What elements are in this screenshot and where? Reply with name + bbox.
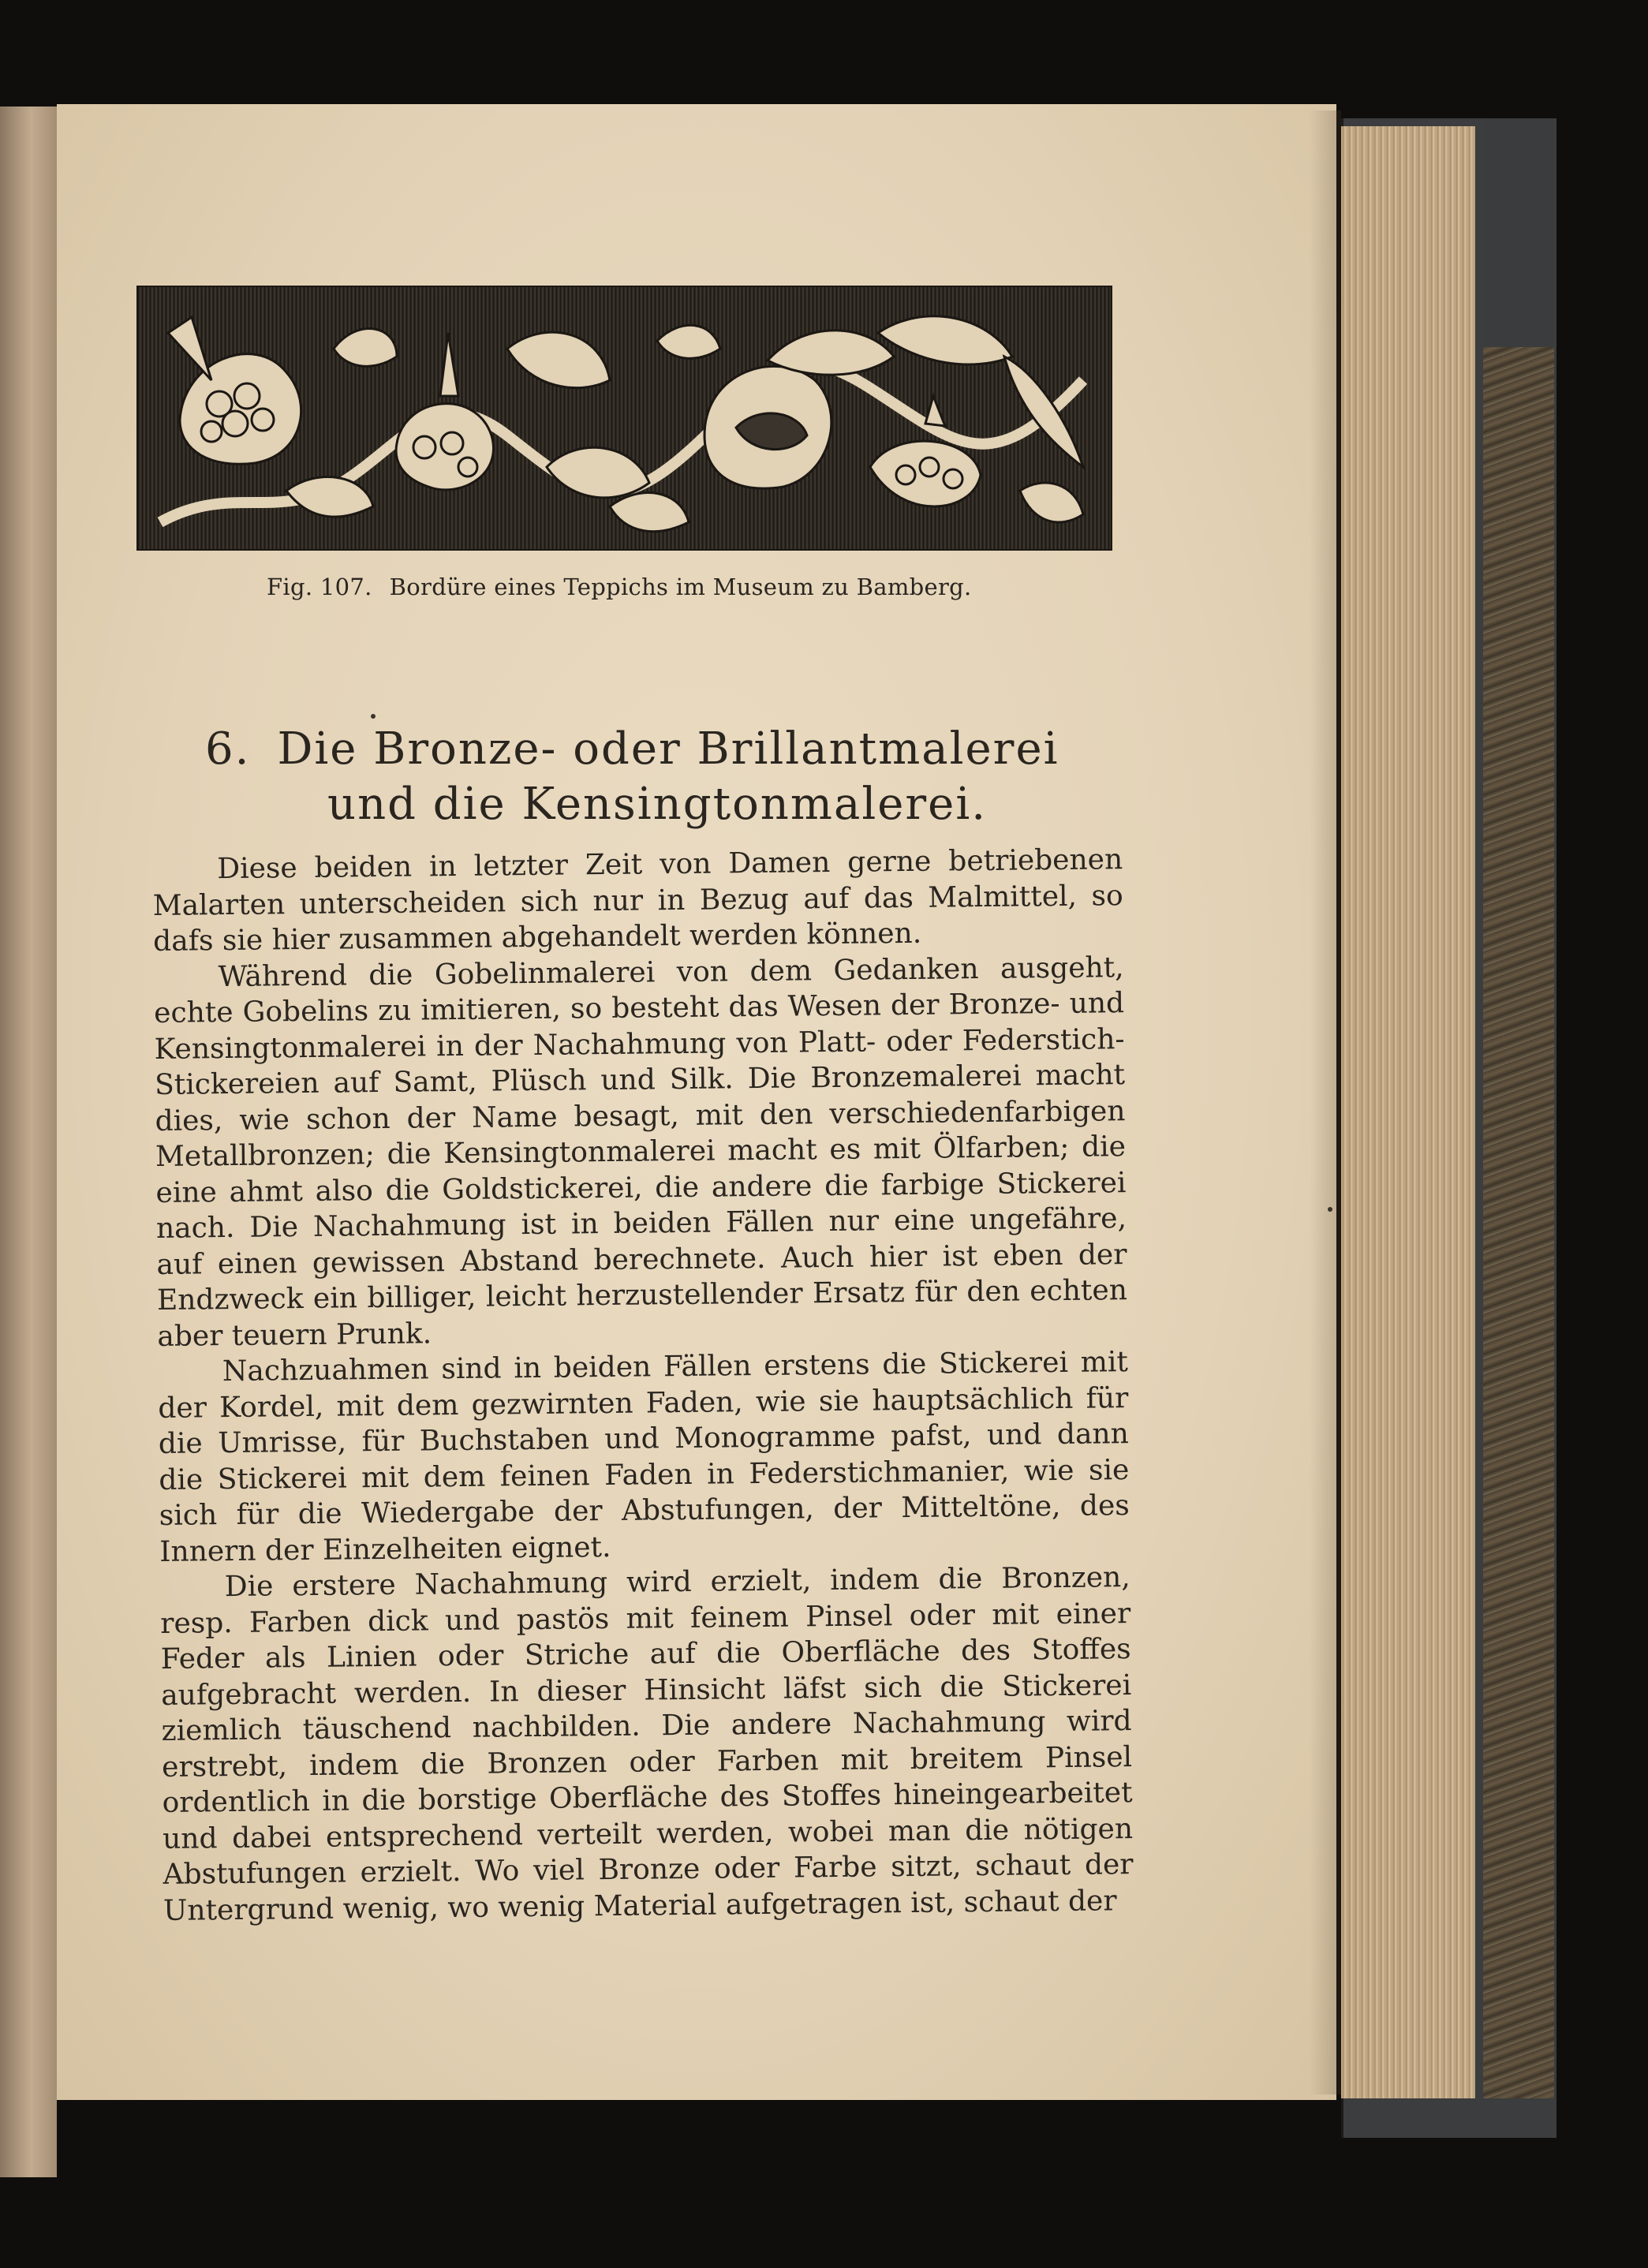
cover-top (1483, 118, 1554, 347)
page-gutter-shadow (1310, 110, 1341, 2094)
paragraph: Die erstere Nachahmung wird erzielt, indem die Bronzen, resp. Farben dick und pastös mit feinem Pinsel oder mit einer Feder als Linien oder Striche auf die Oberfläche des Stoffes aufgebracht werden. In dieser Hinsicht läfst sich die Stickerei ziemlich täuschend nachbilden. Die andere Nachahmung wird erstrebt, indem die Bronzen oder Farben mit breitem Pinsel ordentlich in die borstige Oberfläche des Stoffes hineingearbeitet und dabei entsprechend verteilt werden, wobei man die nötigen Abstufungen erzielt. Wo viel Bronze oder Farbe sitzt, schaut der Untergrund wenig, wo wenig Material aufgetragen ist, schaut der (160, 1561, 1134, 1927)
section-title-line1: Die Bronze- oder Brillantmalerei (277, 723, 1059, 775)
section-title-line2: und die Kensingtonmalerei. (327, 779, 988, 830)
left-page-edge (0, 106, 57, 2177)
ornamental-border-figure (136, 286, 1112, 551)
figure-label: Fig. 107. (267, 574, 372, 600)
page-edges (1341, 126, 1475, 2098)
section-number: 6. (205, 723, 251, 775)
figure-caption (267, 574, 992, 600)
paragraph: Nachzuahmen sind in beiden Fällen erstens die Stickerei mit der Kordel, mit dem gezwirnten Faden, wie sie hauptsächlich für die Umrisse, für Buchstaben und Monogramme pafst, und dann die Stickerei mit dem feinen Faden in Federstichmanier, wie sie sich für die Wiedergabe der Abstufungen, der Mitteltöne, des Innern der Einzelheiten eignet. (158, 1346, 1130, 1568)
print-speck (371, 714, 376, 719)
paragraph: Während die Gobelinmalerei von dem Gedanken ausgeht, echte Gobelins zu imitieren, so besteht das Wesen der Bronze- und Kensingtonmalerei in der Nachahmung von Platt- oder Federstich-Stickereien auf Samt, Plüsch und Silk. Die Bronzemalerei macht dies, wie schon der Name besagt, mit den verschiedenfarbigen Metallbronzen; die Kensingtonmalerei macht es mit Ölfarben; die eine ahmt also die Goldstickerei, die andere die farbige Stickerei nach. Die Nachahmung ist in beiden Fällen nur eine ungefähre, auf einen gewissen Abstand berechnete. Auch hier ist eben der Endzweck ein billiger, leicht herzustellender Ersatz für den echten aber teuern Prunk. (153, 951, 1128, 1353)
cover-marbled-paper (1483, 347, 1554, 2098)
print-speck (1328, 1207, 1332, 1212)
figure-caption-text: Bordüre eines Teppichs im Museum zu Bamberg. (389, 574, 972, 600)
section-heading (205, 722, 1152, 832)
paragraph: Diese beiden in letzter Zeit von Damen gerne betriebenen Malarten unterscheiden sich nur in Bezug auf das Malmittel, so dafs sie hier zusammen abgehandelt werden können. (152, 843, 1123, 958)
body-text (152, 842, 1134, 1929)
